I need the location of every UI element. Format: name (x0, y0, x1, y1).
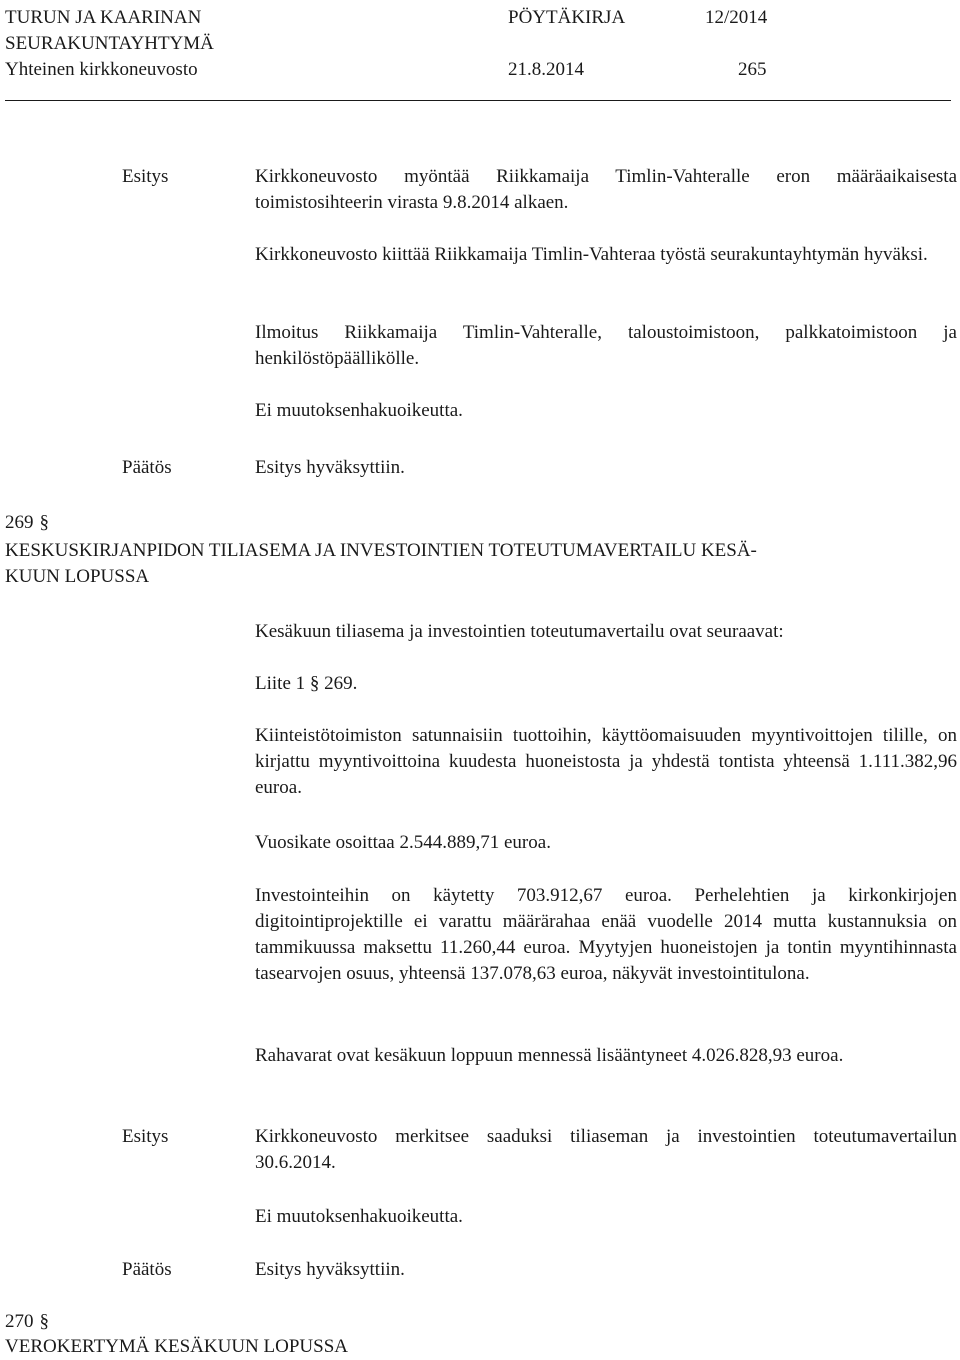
header-divider (5, 100, 951, 101)
page-number: 265 (738, 59, 767, 80)
no-appeal-note-269: Ei muutoksenhakuoikeutta. (255, 1206, 463, 1227)
decision-text-269: Esitys hyväksyttiin. (255, 1259, 405, 1280)
annual-margin-paragraph: Vuosikate osoittaa 2.544.889,71 euroa. (255, 832, 551, 853)
section-sign: § (39, 1311, 49, 1332)
proposal-label-269: Esitys (122, 1126, 169, 1147)
org-name-line2: SEURAKUNTAYHTYMÄ (5, 33, 214, 54)
body-name: Yhteinen kirkkoneuvosto (5, 59, 198, 80)
section-title-270: VEROKERTYMÄ KESÄKUUN LOPUSSA (5, 1336, 348, 1357)
proposal-paragraph-2: Kirkkoneuvosto kiittää Riikkamaija Timlin-Vahteraa työstä seurakuntayhtymän hyväksi. (255, 244, 928, 265)
cash-paragraph: Rahavarat ovat kesäkuun loppuun mennessä lisääntyneet 4.026.828,93 euroa. (255, 1045, 844, 1066)
document-number: 12/2014 (705, 7, 768, 28)
decision-text: Esitys hyväksyttiin. (255, 457, 405, 478)
proposal-label: Esitys (122, 166, 169, 187)
summary-paragraph: Kesäkuun tiliasema ja investointien toteutumavertailu ovat seuraavat: (255, 621, 784, 642)
investments-paragraph: Investointeihin on käytetty 703.912,67 euroa. Perhelehtien ja kirkonkirjojen digitointiprojektille ei varattu määrärahaa enää vuodelle 2014 mutta kustannuksia on tammikuussa maksettu 11.260,44 euroa. Myytyjen huoneistojen ja tontin myyntihinnasta tasearvojen osuus, yhteensä 137.078,63 euroa, näkyvät investointitulona. (255, 885, 957, 984)
section-number-269: 269 § (5, 512, 49, 533)
proposal-paragraph-3: Ilmoitus Riikkamaija Timlin-Vahteralle, taloustoimistoon, palkkatoimistoon ja henkilöstöpäällikölle. (255, 322, 957, 369)
section-title-line2: KUUN LOPUSSA (5, 566, 150, 587)
capital-gains-paragraph: Kiinteistötoimiston satunnaisiin tuottoihin, käyttöomaisuuden myyntivoittojen tilille, on kirjattu myyntivoittoina kuudesta huoneistosta ja yhdestä tontista yhteensä 1.111.382,96 euroa. (255, 725, 957, 798)
section-title-line1: KESKUSKIRJANPIDON TILIASEMA JA INVESTOINTIEN TOTEUTUMAVERTAILU KESÄ- (5, 540, 757, 561)
section-sign: § (39, 512, 49, 533)
decision-label-269: Päätös (122, 1259, 172, 1280)
section-number-270: 270 § (5, 1311, 49, 1332)
attachment-reference: Liite 1 § 269. (255, 673, 358, 694)
no-appeal-note: Ei muutoksenhakuoikeutta. (255, 400, 463, 421)
decision-label: Päätös (122, 457, 172, 478)
org-name-line1: TURUN JA KAARINAN (5, 7, 202, 28)
proposal-paragraph-1: Kirkkoneuvosto myöntää Riikkamaija Timlin-Vahteralle eron määräaikaisesta toimistosihteerin virasta 9.8.2014 alkaen. (255, 166, 957, 213)
proposal-text-269: Kirkkoneuvosto merkitsee saaduksi tiliaseman ja investointien toteutumavertailun 30.6.2014. (255, 1126, 957, 1173)
document-type: PÖYTÄKIRJA (508, 7, 626, 28)
meeting-date: 21.8.2014 (508, 59, 584, 80)
